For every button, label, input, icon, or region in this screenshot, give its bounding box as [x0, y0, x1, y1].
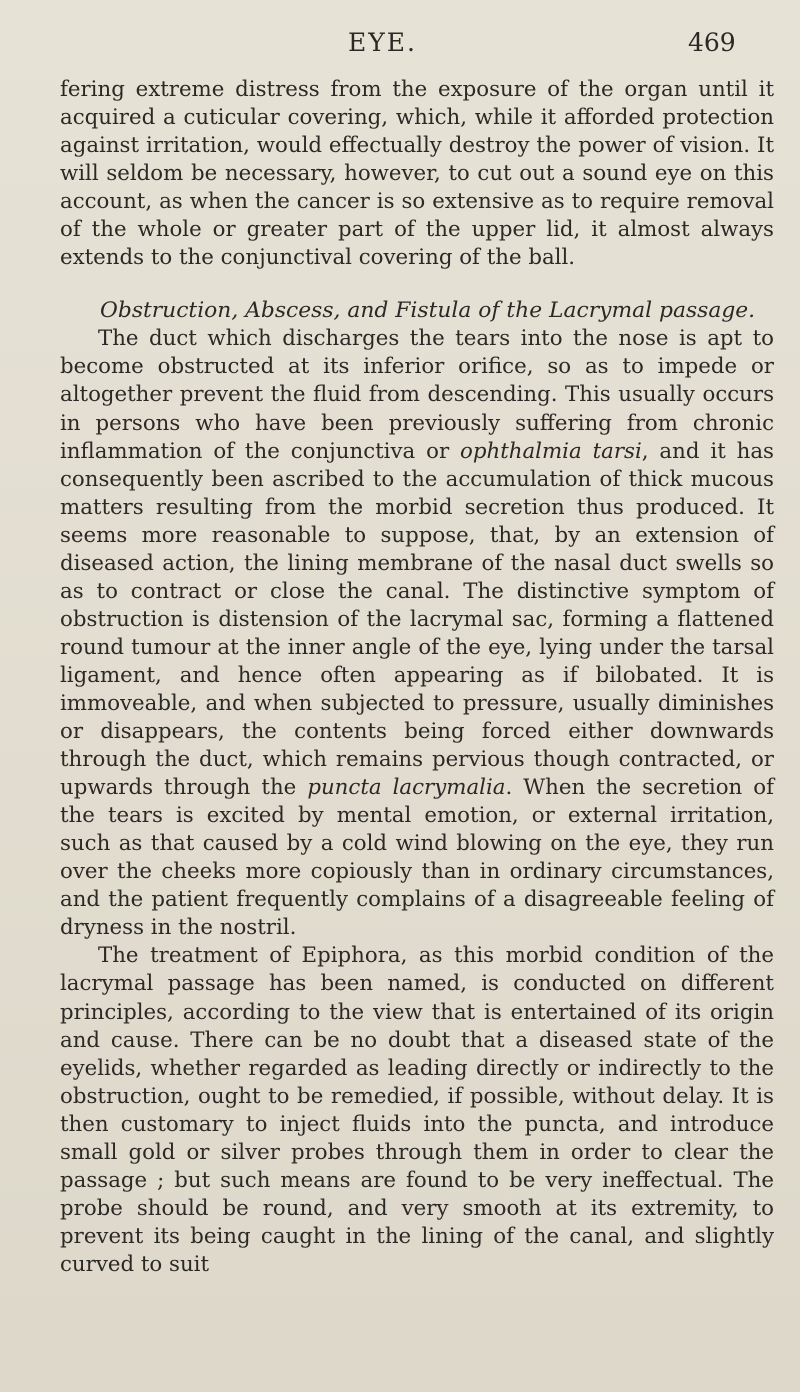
page-number: 469 — [688, 28, 736, 57]
paragraph-text: The duct which discharges the tears into the nose is apt to become obstructed at its inferior orifice, so as to impede or altogether prevent the fluid from descending. This usually occurs in persons who have been previously suffering from chronic inflammation of the conjunctiva or — [60, 326, 774, 464]
section-heading: Obstruction, Abscess, and Fistula of the Lacrymal passage. — [100, 298, 756, 324]
running-head-title: EYE. — [348, 28, 417, 57]
paragraph-treatment: The treatment of Epiphora, as this morbid condition of the lacrymal passage has been named, is conducted on different principles, according to the view that is entertained of its origin and cause. There can be no doubt that a diseased state of the eyelids, whether regarded as leading directly or indirectly to the obstruction, ought to be remedied, if possible, without delay. It is then customary to inject fluids into the puncta, and introduce small gold or silver probes through them in order to clear the passage ; but such means are found to be very ineffectual. The probe should be round, and very smooth at its extremity, to prevent its being caught in the lining of the canal, and slightly curved to suit — [60, 943, 774, 1277]
term-ophthalmia-tarsi: ophthalmia tarsi — [460, 438, 642, 464]
body-text — [60, 76, 774, 1279]
term-puncta-lacrymalia: puncta lacrymalia — [307, 775, 506, 801]
paragraph-continuation: fering extreme distress from the exposure of the organ until it acquired a cuticular covering, which, while it afforded protection against irritation, would effectually destroy the power of vision. It will seldom be necessary, however, to cut out a sound eye on this account, as when the cancer is so extensive as to require removal of the whole or greater part of the upper lid, it almost always extends to the conjunctival covering of the ball. — [60, 77, 774, 271]
running-head — [0, 28, 800, 68]
paragraph-text: , and it has consequently been ascribed to the accumulation of thick mucous matters resulting from the morbid secretion thus produced. It seems more reasonable to suppose, that, by an extension of diseased action, the lining membrane of the nasal duct swells so as to contract or close the canal. The distinctive symptom of obstruction is distension of the lacrymal sac, forming a flattened round tumour at the inner angle of the eye, lying under the tarsal ligament, and hence often appearing as if bilobated. It is immoveable, and when subjected to pressure, usually diminishes or disappears, the contents being forced either downwards through the duct, which remains pervious though contracted, or upwards through the — [60, 438, 774, 801]
paragraph-obstruction — [60, 325, 774, 942]
paragraph-text: . When the secretion of the tears is excited by mental emotion, or external irritation, such as that caused by a cold wind blowing on the eye, they run over the cheeks more copiously than in ordinary circumstances, and the patient frequently complains of a disagreeable feeling of dryness in the nostril. — [60, 775, 774, 941]
